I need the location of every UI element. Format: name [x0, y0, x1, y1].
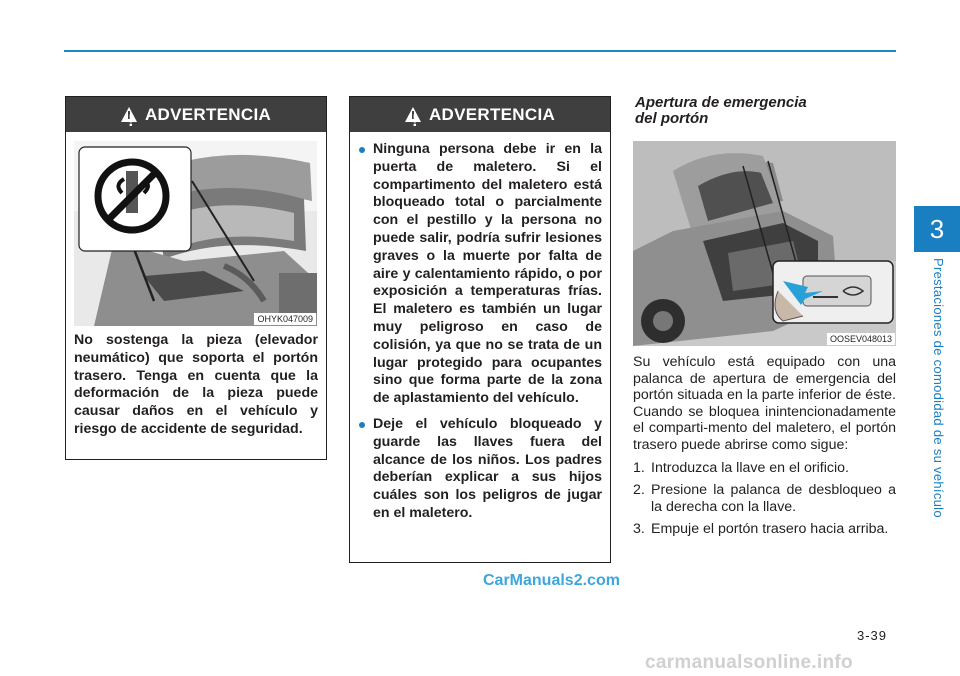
- figure-code: OOSEV048013: [827, 333, 895, 345]
- warning-bullet: Deje el vehículo bloqueado y guarde las llaves fuera del alcance de los niños. Los padres deberían explicar a sus hijos cuáles son los peligros de jugar en el maletero.: [359, 416, 602, 523]
- step-text: Presione la palanca de desbloqueo a la derecha con la llave.: [651, 482, 896, 515]
- warning-bullet: Ninguna persona debe ir en la puerta de maletero. Si el compartimento del maletero está bloqueado total o parcialmente con el pestillo y la persona no puede salir, podría sufrir lesiones graves o la muerte por falta de aire y calentamiento rápido, o por exposición a temperaturas frías. El maletero es también un lugar muy peligroso en caso de colisión, ya que no se trata de un lugar protegido para ocupantes sino que forma parte de la zona de aplastamiento del vehículo.: [359, 141, 602, 408]
- warning-text: No sostenga la pieza (elevador neumático) que soporta el portón trasero. Tenga en cuenta que la deformación de la pieza puede causar daños en el vehículo y riesgo de accidente de seguridad.: [74, 332, 318, 437]
- page-number: 3-39: [857, 628, 888, 643]
- step-item: [633, 482, 896, 515]
- warning-icon: !: [405, 107, 421, 122]
- section-title-line: del portón: [635, 110, 709, 127]
- header-rule: [64, 50, 896, 52]
- emergency-release-figure: [633, 141, 896, 346]
- step-number: 2.: [633, 482, 645, 499]
- figure-code: OHYK047009: [254, 313, 316, 325]
- chapter-title: Prestaciones de comodidad de su vehículo: [931, 258, 946, 518]
- tailgate-strut-figure: [74, 141, 317, 326]
- warning-box-left: [65, 96, 327, 460]
- step-item: [633, 521, 896, 538]
- section-title: [635, 95, 875, 127]
- section-body: [633, 354, 896, 544]
- warning-header-label: ADVERTENCIA: [428, 104, 556, 124]
- warning-header-label: ADVERTENCIA: [144, 104, 272, 124]
- chapter-number: 3: [929, 213, 945, 244]
- step-list: [633, 460, 896, 538]
- warning-bullet-list: [359, 141, 602, 531]
- warning-box-middle: [349, 96, 611, 563]
- step-number: 3.: [633, 521, 645, 538]
- warning-header: [66, 97, 326, 132]
- chapter-number-tab: [914, 206, 960, 252]
- step-text: Introduzca la llave en el orificio.: [651, 459, 849, 476]
- step-text: Empuje el portón trasero hacia arriba.: [651, 521, 889, 538]
- tailgate-strut-illustration: [74, 141, 317, 326]
- intro-paragraph: Su vehículo está equipado con una palanca de apertura de emergencia del portón situada en la parte inferior de éste. Cuando se bloquea inintencionadamente el comparti-mento del maletero, el portón trasero puede abrirse como sigue:: [633, 354, 896, 453]
- warning-header: [350, 97, 610, 132]
- warning-icon: !: [121, 107, 137, 122]
- emergency-release-illustration: [633, 141, 896, 346]
- step-number: 1.: [633, 459, 645, 476]
- step-item: [633, 460, 896, 477]
- watermark-link[interactable]: CarManuals2.com: [483, 572, 620, 589]
- footer-watermark: carmanualsonline.info: [645, 652, 853, 673]
- section-title-line: Apertura de emergencia: [635, 94, 807, 111]
